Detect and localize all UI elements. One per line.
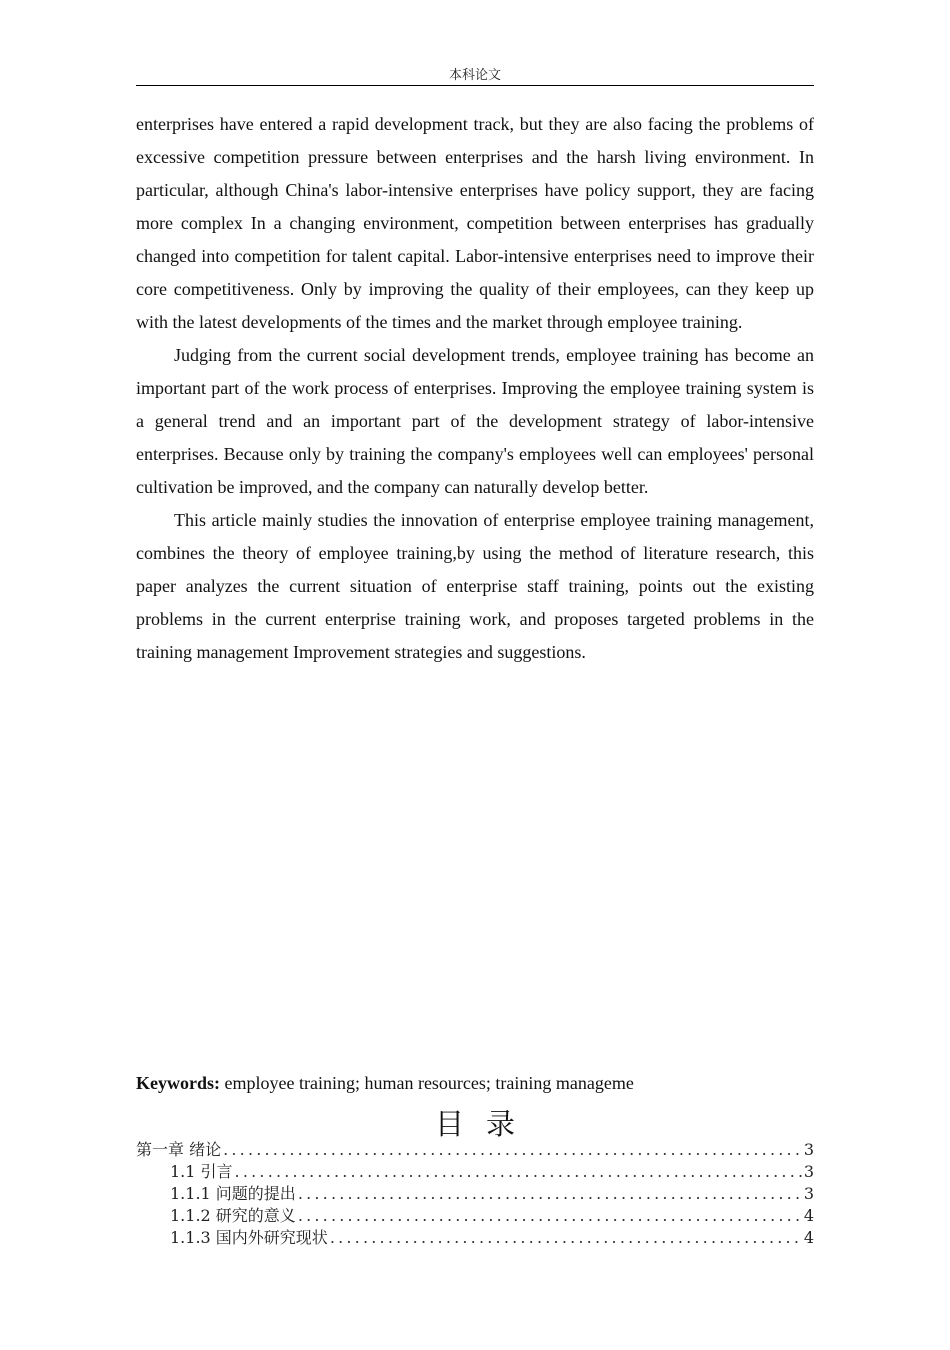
keywords-text: employee training; human resources; training manageme: [220, 1073, 634, 1093]
toc-entry-label: 第一章 绪论: [136, 1140, 222, 1159]
keywords-label: Keywords:: [136, 1073, 220, 1093]
toc-leader-dots: [298, 1183, 802, 1205]
toc-entry-page: 4: [803, 1228, 814, 1247]
toc-leader-dots: [235, 1161, 802, 1183]
toc-entry-label: 1.1.3 国内外研究现状: [170, 1228, 328, 1247]
toc-leader-dots: [223, 1139, 802, 1161]
toc-title: 目录: [434, 1107, 537, 1141]
abstract-body: [136, 108, 814, 669]
toc-entry-page: 4: [803, 1206, 814, 1225]
paragraph: enterprises have entered a rapid development track, but they are also facing the problems of excessive competition pressure between enterprises and the harsh living environment. In particular, although China's labor-intensive enterprises have policy support, they are facing more complex In a changing environment, competition between enterprises has gradually changed into competition for talent capital. Labor-intensive enterprises need to improve their core competitiveness. Only by improving the quality of their employees, can they keep up with the latest developments of the times and the market through employee training.: [136, 114, 814, 332]
toc-entry[interactable]: [136, 1183, 814, 1205]
toc-leader-dots: [330, 1227, 802, 1249]
toc-entry-page: 3: [803, 1162, 814, 1181]
toc-entry[interactable]: [136, 1139, 814, 1161]
toc-leader-dots: [298, 1205, 802, 1227]
toc-entry-page: 3: [803, 1184, 814, 1203]
paragraph: This article mainly studies the innovation of enterprise employee training management, combines the theory of employee training,by using the method of literature research, this paper analyzes the current situation of enterprise staff training, points out the existing problems in the current enterprise training work, and proposes targeted problems in the training management Improvement strategies and suggestions.: [136, 510, 814, 662]
toc-entry-label: 1.1 引言: [170, 1162, 233, 1181]
paragraph: Judging from the current social development trends, employee training has become an important part of the work process of enterprises. Improving the employee training system is a general trend and an important part of the development strategy of labor-intensive enterprises. Because only by training the company's employees well can employees' personal cultivation be improved, and the company can naturally develop better.: [136, 345, 814, 497]
table-of-contents: [136, 1139, 814, 1249]
toc-entry[interactable]: [136, 1205, 814, 1227]
toc-entry[interactable]: [136, 1161, 814, 1183]
keywords-line: [136, 1070, 814, 1096]
toc-entry-label: 1.1.1 问题的提出: [170, 1184, 296, 1203]
toc-entry-page: 3: [803, 1140, 814, 1159]
header-rule: [136, 85, 814, 86]
toc-entry-label: 1.1.2 研究的意义: [170, 1206, 296, 1225]
running-header: 本科论文: [448, 68, 501, 83]
toc-entry[interactable]: [136, 1227, 814, 1249]
